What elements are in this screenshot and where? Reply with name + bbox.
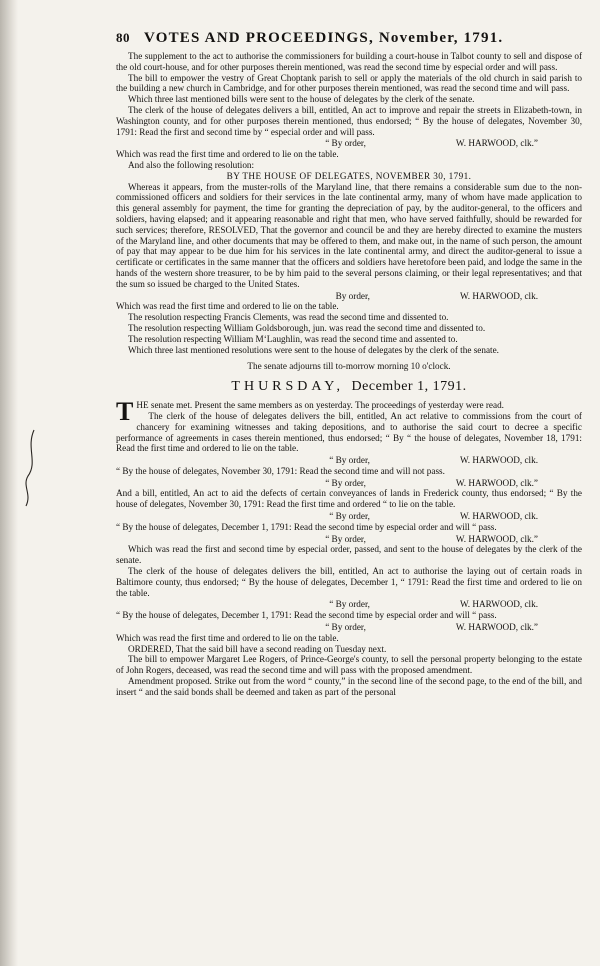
signature-by: By order, [335,290,370,301]
paragraph: The resolution respecting Francis Clements, was read the second time and dissented to. [128,312,449,323]
paragraph: The resolution respecting William M‘Laughlin, was read the second time and assented to. [128,333,458,344]
resolution-heading: BY THE HOUSE OF DELEGATES, NOVEMBER 30, 1791. [226,170,472,181]
paragraph: “ By the house of delegates, December 1, 1791: Read the second time by especial order and will “ pass. [116,521,497,532]
signature-line [116,511,582,522]
signature-by: “ By order, [329,511,370,522]
signature-name: W. HARWOOD, clk.” [455,622,538,633]
paragraph: “ By the house of delegates, December 1, 1791: Read the second time by especial order and will “ pass. [116,610,497,621]
signature-name: W. HARWOOD, clk. [459,455,538,466]
running-head [116,30,582,46]
signature-line [116,599,582,610]
signature-name: W. HARWOOD, clk. [459,511,538,522]
page-content [116,30,582,698]
paragraph: And a bill, entitled, An act to aid the defects of certain conveyances of lands in Frederick county, thus endorsed; “ By the house of delegates, November 30, 1791: Read the first time and ordered “ to lie on the table. [116,488,582,510]
paragraph: The clerk of the house of delegates delivers the bill, entitled, An act to authorise the laying out of certain roads in Baltimore county, thus endorsed; “ By the house of delegates, December 1, “ 1791: Read the first time and ordered to lie on the table. [116,566,582,598]
margin-pencil-mark [20,428,44,508]
signature-line [116,138,582,149]
signature-line [116,622,582,633]
signature-name: W. HARWOOD, clk.” [455,138,538,149]
paragraph: Amendment proposed. Strike out from the word “ county,” in the second line of the second page, to the end of the bill, and insert “ and the said bonds shall be deemed and taken as part of the personal [116,676,582,697]
paragraph: The bill to empower Margaret Lee Rogers, of Prince-George's county, to sell the personal property belonging to the estate of John Rogers, deceased, was read the second time and will pass with the proposed amendment. [116,654,582,676]
paragraph: Whereas it appears, from the muster-rolls of the Maryland line, that there remains a considerable sum due to the non-commissioned officers and soldiers for their services in the late continental army, many of whom have made application to this general assembly for payment, the time for granting the depreciation of pay, by the auditor-general, to the officers and soldiers, having elapsed; and it appearing reasonable and right that men, who have served faithfully, should be rewarded for such services; therefore, RESOLVED, That the governor and council be and they are hereby directed to examine the musters of the Maryland line, and other documents that may be offered to them, and make out, in the name of such person, the amount of pay that may appear to be due him for his services in the late continental army, and direct the auditor-general to issue a certificate or certificates in the same manner that the officers and soldiers have heretofore been paid, and lodge the same in the hands of the western shore treasurer, to be by him paid to the several persons claiming, or their legal representatives; and that the sum so issued be charged to the United States. [116,181,582,289]
signature-line [116,478,582,489]
signature-by: “ By order, [329,599,370,610]
signature-by: “ By order, [325,533,366,544]
signature-by: “ By order, [325,477,366,488]
signature-line [116,291,582,302]
paragraph: The resolution respecting William Goldsborough, jun. was read the second time and dissented to. [128,322,486,333]
paragraph: And also the following resolution: [128,159,255,170]
paragraph: The bill to empower the vestry of Great Choptank parish to sell or apply the materials of the old church in said parish to the building a new church in Cambridge, and for other purposes therein mentioned, was read the second time and will pass. [116,72,582,94]
adjournment-note: The senate adjourns till to-morrow morning 10 o'clock. [247,361,451,372]
day-heading-date: December 1, 1791. [351,379,467,395]
signature-name: W. HARWOOD, clk.” [455,533,538,544]
running-title: VOTES AND PROCEEDINGS, November, 1791. [144,30,504,46]
signature-line [116,455,582,466]
paragraph: Which was read the first time and ordered to lie on the table. [116,632,339,643]
paragraph: The clerk of the house of delegates delivers a bill, entitled, An act to improve and repair the streets in Elizabeth-town, in Washington county, and for other purposes therein mentioned, thus endorsed; “ By the house of delegates, November 30, 1791: Read the first and second time by “ especial order and will pass. [116,104,582,137]
signature-by: “ By order, [325,138,366,149]
binding-shadow [0,0,18,966]
day-heading [116,379,582,395]
signature-name: W. HARWOOD, clk. [459,599,538,610]
signature-by: “ By order, [325,622,366,633]
paragraph: Which three last mentioned resolutions were sent to the house of delegates by the clerk of the senate. [128,344,499,355]
paragraph: Which was read the first and second time by especial order, passed, and sent to the house of delegates by the clerk of the senate. [116,544,582,566]
paragraph: Which was read the first time and ordered to lie on the table. [116,149,339,160]
paragraph: Which three last mentioned bills were sent to the house of delegates by the clerk of the senate. [128,94,475,105]
signature-name: W. HARWOOD, clk. [459,290,538,301]
signature-by: “ By order, [329,455,370,466]
paragraph: “ By the house of delegates, November 30, 1791: Read the second time and will not pass. [116,465,445,476]
paragraph-text: HE senate met. Present the same members as on yesterday. The proceedings of yesterday were read. [136,400,504,411]
paragraph: ORDERED, That the said bill have a second reading on Tuesday next. [128,643,387,654]
signature-line [116,534,582,545]
paragraph: Which was read the first time and ordered to lie on the table. [116,301,339,312]
paragraph [116,397,582,427]
page-number: 80 [116,30,130,45]
paragraph: The supplement to the act to authorise the commissioners for building a court-house in Talbot county to sell and dispose of the old court-house, and for other purposes therein mentioned, was read the second time by especial order and will pass. [116,51,582,72]
day-heading-day: THURSDAY, [231,379,345,395]
drop-cap: T [116,397,134,427]
signature-name: W. HARWOOD, clk.” [455,477,538,488]
paragraph: The clerk of the house of delegates delivers the bill, entitled, An act relative to commissions from the court of chancery for examining witnesses and taking depositions, and to authorise the said court to decree a specific performance of agreements in cases therein mentioned, thus endorsed; “ By “ the house of delegates, November 18, 1791: Read the first time and ordered to lie on the table. [116,410,582,454]
